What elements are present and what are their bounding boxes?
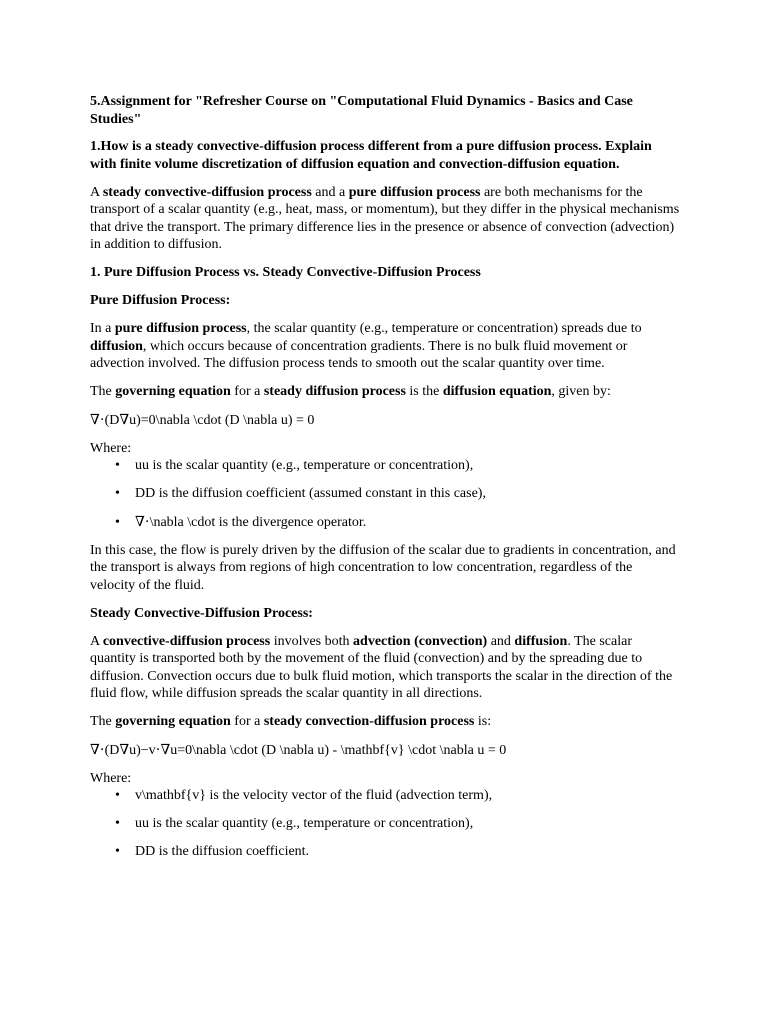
pure-governing-sentence: The governing equation for a steady diffusion process is the diffusion equation, given by:	[90, 384, 611, 399]
list-item: • ∇⋅\nabla \cdot is the divergence operator.	[90, 514, 680, 532]
convective-variable-list	[90, 787, 680, 861]
pure-variable-list	[90, 457, 680, 531]
list-item: • v\mathbf{v} is the velocity vector of the fluid (advection term),	[90, 787, 680, 805]
convection-diffusion-equation: ∇⋅(D∇u)−v⋅∇u=0\nabla \cdot (D \nabla u) - \mathbf{v} \cdot \nabla u = 0	[90, 742, 507, 758]
convective-diffusion-heading: Steady Convective-Diffusion Process:	[90, 605, 313, 621]
question-text: 1.How is a steady convective-diffusion process different from a pure diffusion process. Explain with finite volume discretization of diffusion equation and convection-diffusion equation.	[90, 139, 652, 172]
document-body	[90, 93, 680, 861]
where-label: Where:	[90, 440, 132, 456]
convective-governing-sentence: The governing equation for a steady convection-diffusion process is:	[90, 714, 492, 729]
list-item: • DD is the diffusion coefficient.	[90, 843, 680, 861]
diffusion-equation: ∇⋅(D∇u)=0\nabla \cdot (D \nabla u) = 0	[90, 412, 315, 428]
where-label: Where:	[90, 770, 132, 786]
list-item: • DD is the diffusion coefficient (assumed constant in this case),	[90, 485, 680, 503]
assignment-title: 5.Assignment for "Refresher Course on "Computational Fluid Dynamics - Basics and Case Studies"	[90, 94, 633, 127]
intro-paragraph: A steady convective-diffusion process and a pure diffusion process are both mechanisms for the transport of a scalar quantity (e.g., heat, mass, or momentum), but they differ in the physical mechanisms that drive the transport. The primary difference lies in the presence or absence of convection (advection) in addition to diffusion.	[90, 184, 680, 252]
pure-diffusion-closing: In this case, the flow is purely driven by the diffusion of the scalar due to gradients in concentration, and the transport is always from regions of high concentration to low concentration, regardless of the velocity of the fluid.	[90, 542, 676, 593]
pure-diffusion-heading: Pure Diffusion Process:	[90, 293, 231, 308]
list-item: • uu is the scalar quantity (e.g., temperature or concentration),	[90, 815, 680, 833]
convective-diffusion-paragraph: A convective-diffusion process involves both advection (convection) and diffusion. The scalar quantity is transported both by the movement of the fluid (convection) and by the spreading due to diffusion. Convection occurs due to bulk fluid motion, which transports the scalar in the direction of the fluid flow, while diffusion spreads the scalar quantity in all directions.	[90, 633, 673, 701]
list-item: • uu is the scalar quantity (e.g., temperature or concentration),	[90, 457, 680, 475]
section-heading: 1. Pure Diffusion Process vs. Steady Convective-Diffusion Process	[90, 265, 481, 280]
pure-diffusion-paragraph: In a pure diffusion process, the scalar quantity (e.g., temperature or concentration) spreads due to diffusion, which occurs because of concentration gradients. There is no bulk fluid movement or advection involved. The diffusion process tends to smooth out the scalar quantity over time.	[90, 321, 642, 371]
